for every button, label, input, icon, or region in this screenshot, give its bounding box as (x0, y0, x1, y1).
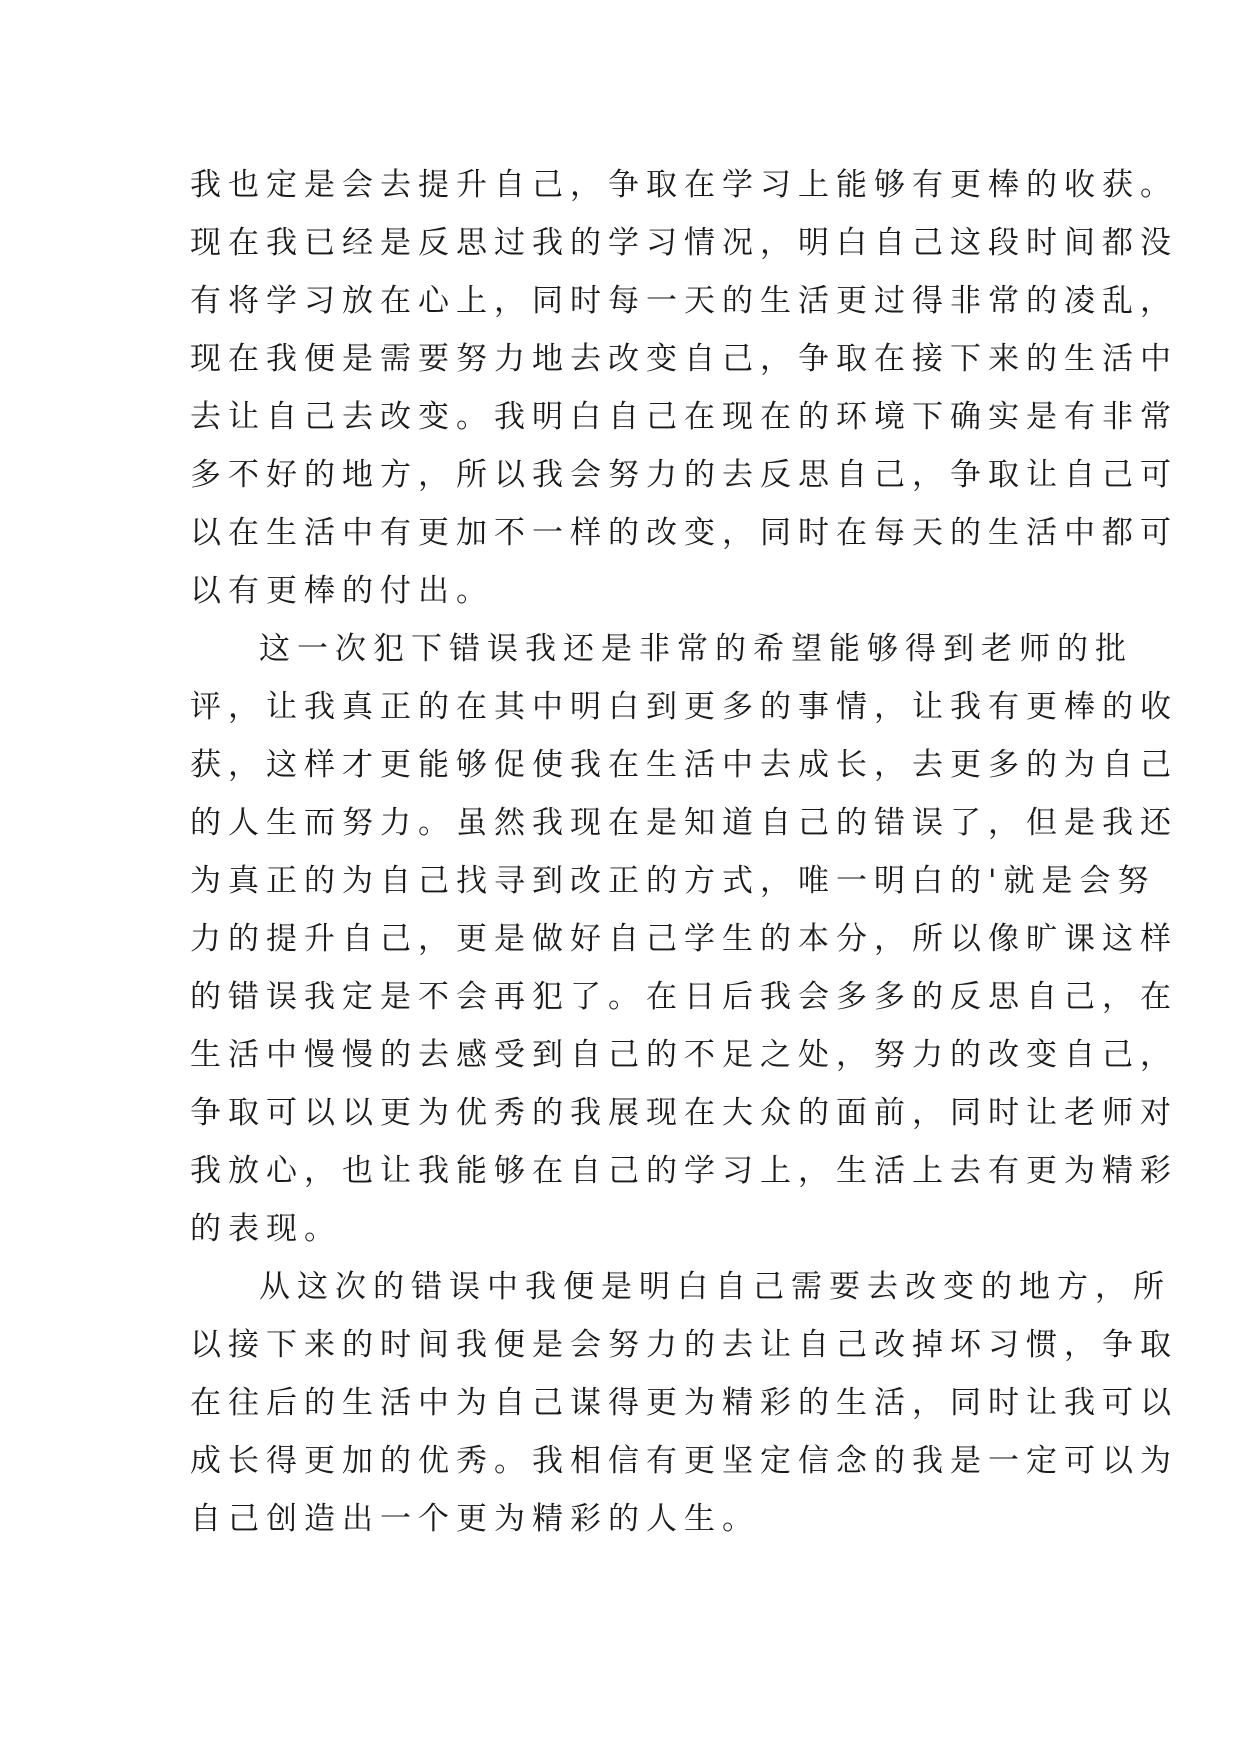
text-line: 现在我已经是反思过我的学习情况，明白自己这段时间都没 (190, 225, 1178, 261)
text-line: 的表现。 (190, 1211, 342, 1247)
text-line: 生活中慢慢的去感受到自己的不足之处，努力的改变自己， (190, 1037, 1178, 1073)
text-line: 力的提升自己，更是做好自己学生的本分，所以像旷课这样 (190, 921, 1178, 957)
text-line: 的人生而努力。虽然我现在是知道自己的错误了，但是我还 (190, 805, 1178, 841)
text-line: 在往后的生活中为自己谋得更为精彩的生活，同时让我可以 (190, 1385, 1178, 1421)
text-line: 获，这样才更能够促使我在生活中去成长，去更多的为自己 (190, 747, 1178, 783)
text-line: 以有更棒的付出。 (190, 573, 494, 609)
text-line: 现在我便是需要努力地去改变自己，争取在接下来的生活中 (190, 341, 1178, 377)
text-line: 我也定是会去提升自己，争取在学习上能够有更棒的收获。 (190, 167, 1178, 203)
text-line: 有将学习放在心上，同时每一天的生活更过得非常的凌乱， (190, 283, 1178, 319)
text-line: 的错误我定是不会再犯了。在日后我会多多的反思自己，在 (190, 979, 1178, 1015)
text-line: 以接下来的时间我便是会努力的去让自己改掉坏习惯，争取 (190, 1327, 1178, 1363)
text-line: 多不好的地方，所以我会努力的去反思自己，争取让自己可 (190, 457, 1178, 493)
text-line: 我放心，也让我能够在自己的学习上，生活上去有更为精彩 (190, 1153, 1178, 1189)
text-line: 自己创造出一个更为精彩的人生。 (190, 1501, 760, 1537)
text-line: 以在生活中有更加不一样的改变，同时在每天的生活中都可 (190, 515, 1178, 551)
text-line: 争取可以以更为优秀的我展现在大众的面前，同时让老师对 (190, 1095, 1178, 1131)
paragraph-start-line: 这一次犯下错误我还是非常的希望能够得到老师的批 (259, 631, 1133, 667)
text-line: 去让自己去改变。我明白自己在现在的环境下确实是有非常 (190, 399, 1178, 435)
text-line: 为真正的为自己找寻到改正的方式，唯一明白的'就是会努 (190, 863, 1156, 899)
paragraph-start-line: 从这次的错误中我便是明白自己需要去改变的地方，所 (259, 1269, 1171, 1305)
text-line: 评，让我真正的在其中明白到更多的事情，让我有更棒的收 (190, 689, 1178, 725)
text-line: 成长得更加的优秀。我相信有更坚定信念的我是一定可以为 (190, 1443, 1178, 1479)
